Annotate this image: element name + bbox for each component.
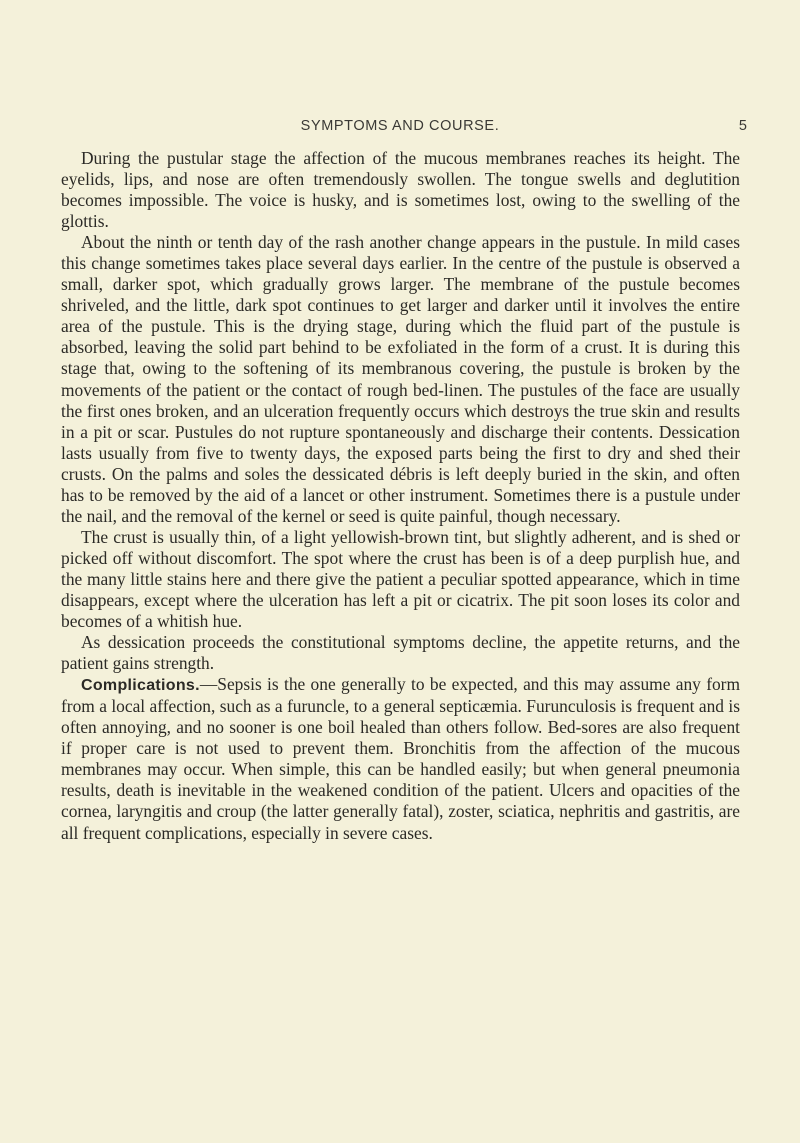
paragraph-drying-stage: About the ninth or tenth day of the rash another change appears in the pustule. In mild cases this change sometimes takes place several days earlier. In the centre of the pustule is observed a small, darker spot, which gradually grows larger. The membrane of the pustule becomes shriveled, and the little, dark spot continues to get larger and darker until it involves the entire area of the pustule. This is the drying stage, during which the fluid part of the pustule is absorbed, leaving the solid part behind to be exfoliated in the form of a crust. It is during this stage that, owing to the softening of its membranous covering, the pustule is broken by the movements of the patient or the contact of rough bed-linen. The pustules of the face are usually the first ones broken, and an ulceration frequently occurs which destroys the true skin and results in a pit or scar. Pustules do not rupture spontaneously and discharge their contents. Dessication lasts usually from five to twenty days, the exposed parts being the first to dry and shed their crusts. On the palms and soles the dessicated débris is left deeply buried in the skin, and often has to be removed by the aid of a lancet or other instrument. Sometimes there is a pustule under the nail, and the removal of the kernel or seed is quite painful, though necessary. [61,232,740,526]
running-head: SYMPTOMS AND COURSE. [300,118,500,134]
page-header [0,118,800,142]
complications-text: —Sepsis is the one generally to be expected, and this may assume any form from a local affection, such as a furuncle, to a general septicæmia. Furunculosis is frequent and is often annoying, and no sooner is one boil healed than others follow. Bed-sores are also frequent if proper care is not used to prevent them. Bronchitis from the affection of the mucous membranes may occur. When simple, this can be handled easily; but when general pneumonia results, death is inevitable in the weakened condition of the patient. Ulcers and opacities of the cornea, laryngitis and croup (the latter generally fatal), zoster, sciatica, nephritis and gastritis, are all frequent complications, especially in severe cases. [61,674,740,843]
paragraph-crust: The crust is usually thin, of a light yellowish-brown tint, but slightly adherent, and is shed or picked off without discomfort. The spot where the crust has been is of a deep purplish hue, and the many little stains here and there give the patient a peculiar spotted appearance, which in time disappears, except where the ulceration has left a pit or cicatrix. The pit soon loses its color and becomes of a whitish hue. [61,526,740,632]
section-heading-complications: Complications. [81,677,200,695]
paragraph-complications [61,674,740,843]
body-text [61,148,740,844]
paragraph-dessication: As dessication proceeds the constitutional symptoms decline, the appetite returns, and the patient gains strength. [61,632,740,674]
page-number: 5 [738,118,747,134]
paragraph-pustular-stage: During the pustular stage the affection of the mucous membranes reaches its height. The eyelids, lips, and nose are often tremendously swollen. The tongue swells and deglutition becomes impossible. The voice is husky, and is sometimes lost, owing to the swelling of the glottis. [61,148,740,232]
